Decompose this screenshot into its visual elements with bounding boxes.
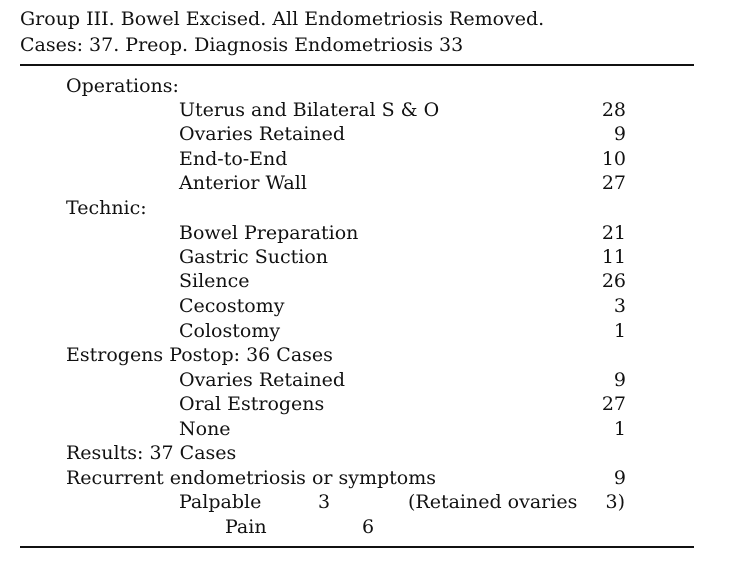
- estrogens-item-label: Ovaries Retained: [179, 369, 346, 391]
- retained-ovaries-note-value: 3): [605, 491, 625, 513]
- estrogens-item-value: 27: [601, 393, 626, 415]
- technic-item-label: Silence: [179, 270, 250, 292]
- operations-item-value: 27: [601, 172, 626, 194]
- section-heading-technic: Technic:: [66, 197, 147, 219]
- technic-item-value: 3: [613, 295, 626, 317]
- section-heading-estrogens: Estrogens Postop: 36 Cases: [66, 344, 333, 366]
- table-title: Group III. Bowel Excised. All Endometriosis Removed.: [20, 8, 545, 30]
- top-rule: [20, 64, 694, 66]
- palpable-value: 3: [318, 491, 331, 513]
- section-heading-results: Results: 37 Cases: [66, 442, 237, 464]
- recurrent-value: 9: [613, 467, 626, 489]
- technic-item-label: Colostomy: [179, 320, 281, 342]
- operations-item-label: Anterior Wall: [179, 172, 307, 194]
- operations-item-value: 9: [613, 123, 626, 145]
- palpable-label: Palpable: [179, 491, 262, 513]
- technic-item-value: 26: [601, 270, 626, 292]
- retained-ovaries-note: (Retained ovaries: [408, 491, 578, 513]
- estrogens-item-label: None: [179, 418, 231, 440]
- section-heading-operations: Operations:: [66, 75, 179, 97]
- pain-value: 6: [362, 516, 375, 538]
- estrogens-item-value: 1: [613, 418, 626, 440]
- technic-item-label: Cecostomy: [179, 295, 285, 317]
- technic-item-label: Bowel Preparation: [179, 222, 359, 244]
- bottom-rule: [20, 546, 694, 548]
- operations-item-label: End-to-End: [179, 148, 288, 170]
- operations-item-label: Uterus and Bilateral S & O: [179, 99, 440, 121]
- operations-item-value: 28: [601, 99, 626, 121]
- technic-item-value: 11: [601, 246, 626, 268]
- operations-item-value: 10: [601, 148, 626, 170]
- technic-item-label: Gastric Suction: [179, 246, 329, 268]
- technic-item-value: 1: [613, 320, 626, 342]
- estrogens-item-label: Oral Estrogens: [179, 393, 325, 415]
- table-subtitle: Cases: 37. Preop. Diagnosis Endometriosis 33: [20, 34, 464, 56]
- technic-item-value: 21: [601, 222, 626, 244]
- operations-item-label: Ovaries Retained: [179, 123, 346, 145]
- pain-label: Pain: [225, 516, 267, 538]
- recurrent-label: Recurrent endometriosis or symptoms: [66, 467, 437, 489]
- estrogens-item-value: 9: [613, 369, 626, 391]
